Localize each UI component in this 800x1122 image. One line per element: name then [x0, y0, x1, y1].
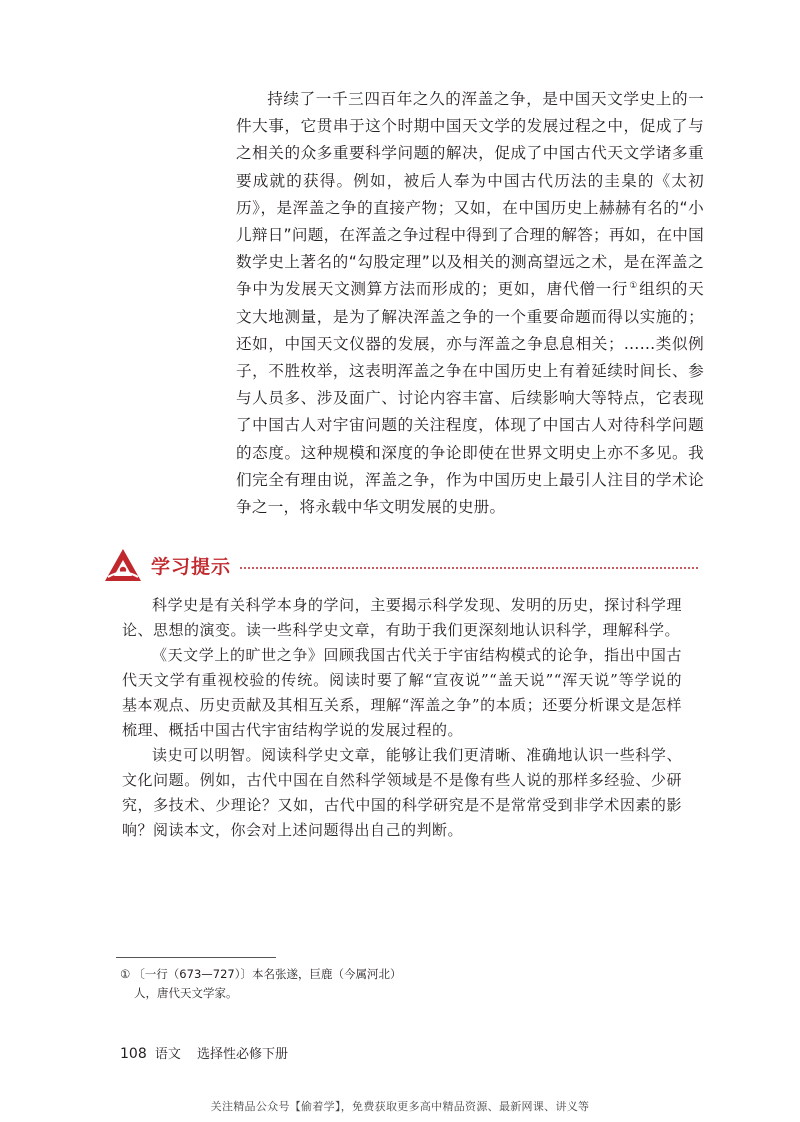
main-paragraph — [236, 86, 704, 521]
study-tips-body — [122, 593, 682, 843]
main-body-text — [236, 86, 704, 521]
footnote-number: ① — [120, 967, 131, 981]
footnote-line1: 〔一行（673—727）〕本名张遂，巨鹿（今属河北） — [133, 967, 402, 981]
study-tips-logo-icon — [104, 548, 142, 582]
page-number: 108 — [120, 1046, 147, 1062]
page-footer — [120, 1046, 288, 1063]
footnote-line2: 人，唐代天文学家。 — [134, 986, 238, 1000]
tips-paragraph: 《天文学上的旷世之争》回顾我国古代关于宇宙结构模式的论争，指出中国古代天文学有重视校验的传统。阅读时要了解“宣夜说”“盖天说”“浑天说”等学说的基本观点、历史贡献及其相互关系，理解“浑盖之争”的本质；还要分析课文是怎样梳理、概括中国古代宇宙结构学说的发展过程的。 — [122, 646, 682, 739]
book-title: 选择性必修下册 — [197, 1047, 289, 1062]
footnote — [120, 965, 450, 1003]
study-tips-title: 学习提示 — [151, 556, 232, 578]
dotted-divider — [240, 567, 698, 569]
watermark-text: 关注精品公众号【偷着学】，免费获取更多高中精品资源、最新网课、讲义等 — [210, 1100, 590, 1113]
tips-paragraph: 科学史是有关科学本身的学问，主要揭示科学发现、发明的历史，探讨科学理论、思想的演变。读一些科学史文章，有助于我们更深刻地认识科学，理解科学。 — [122, 596, 682, 639]
footnote-marker[interactable]: ① — [629, 281, 639, 292]
main-paragraph-part2: 组织的天文大地测量，是为了解决浑盖之争的一个重要命题而得以实施的；还如，中国天文仪器的发展，亦与浑盖之争息息相关；……类似例子，不胜枚举，这表明浑盖之争在中国历史上有着延续时间长、参与人员多、涉及面广、讨论内容丰富、后续影响大等特点，它表现了中国古人对宇宙问题的关注程度，体现了中国古人对待科学问题的态度。这种规模和深度的争论即使在世界文明史上亦不多见。我们完全有理由说，浑盖之争，作为中国历史上最引人注目的学术论争之一，将永载中华文明发展的史册。 — [236, 280, 704, 517]
footnote-divider — [116, 957, 276, 958]
book-subject: 语文 — [154, 1047, 181, 1062]
tips-paragraph: 读史可以明智。阅读科学史文章，能够让我们更清晰、准确地认识一些科学、文化问题。例如，古代中国在自然科学领域是不是像有些人说的那样多经验、少研究，多技术、少理论？又如，古代中国的科学研究是不是常常受到非学术因素的影响？阅读本文，你会对上述问题得出自己的判断。 — [122, 746, 682, 839]
main-paragraph-part1: 持续了一千三四百年之久的浑盖之争，是中国天文学史上的一件大事，它贯串于这个时期中国天文学的发展过程之中，促成了与之相关的众多重要科学问题的解决，促成了中国古代天文学诸多重要成就的获得。例如，被后人奉为中国古代历法的圭臬的《太初历》，是浑盖之争的直接产物；又如，在中国历史上赫赫有名的“小儿辩日”问题，在浑盖之争过程中得到了合理的解答；再如，在中国数学史上著名的“勾股定理”以及相关的测高望远之术，是在浑盖之争中为发展天文测算方法而形成的；更如，唐代僧一行 — [236, 90, 704, 299]
study-tips-header — [104, 548, 698, 582]
